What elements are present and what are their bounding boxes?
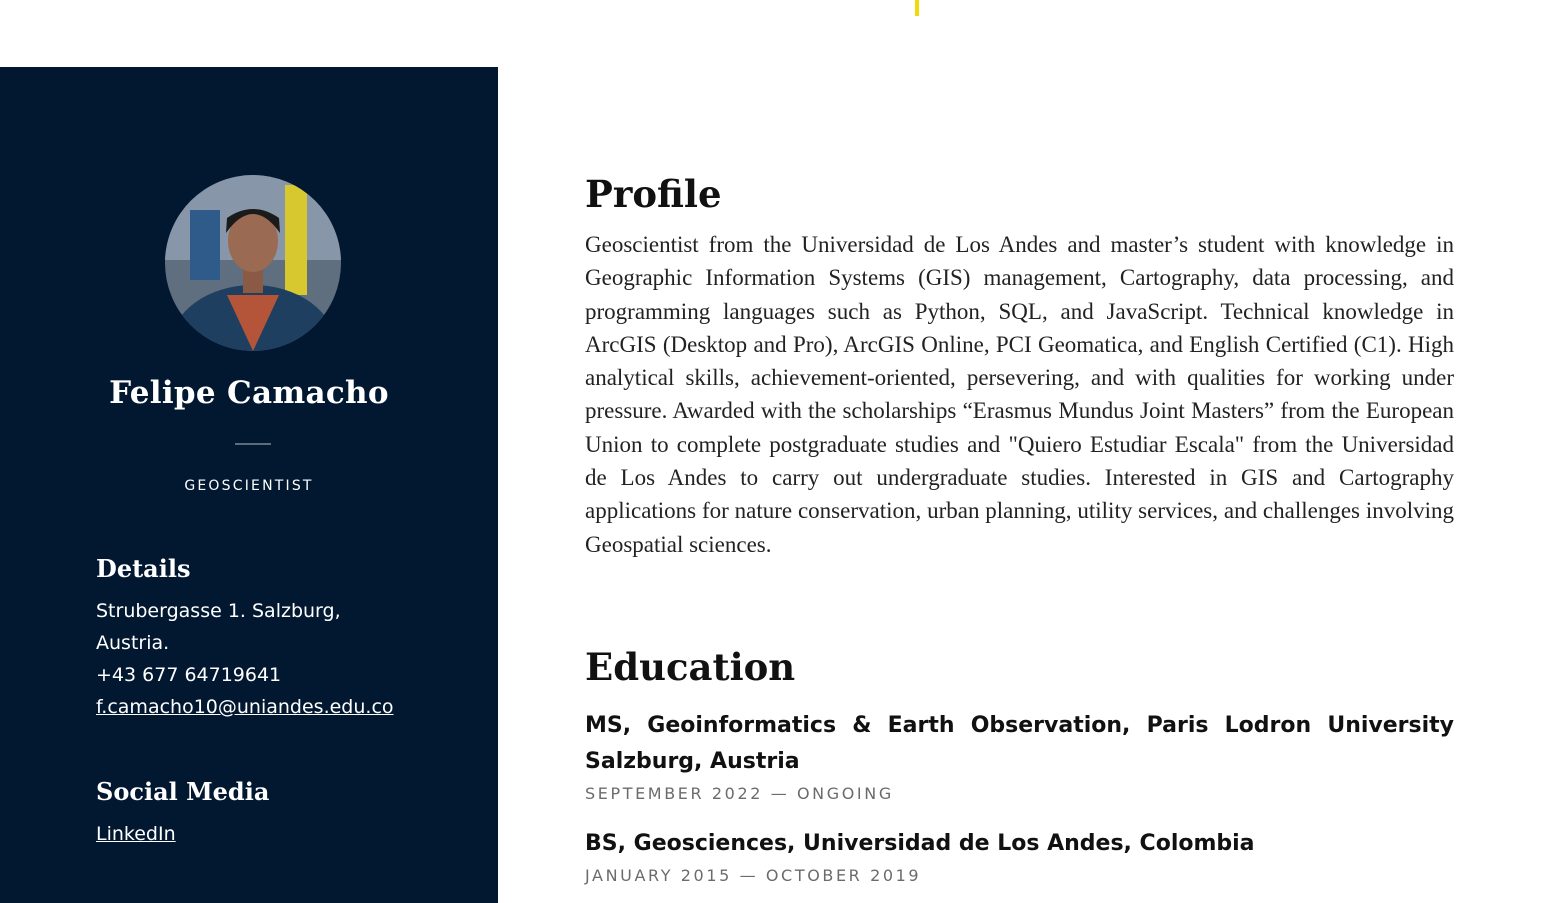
degree-title: BS, Geosciences, Universidad de Los Andes, Colombia xyxy=(585,831,1255,856)
education-entry xyxy=(585,708,1454,803)
avatar xyxy=(165,175,341,351)
profile-summary: Geoscientist from the Universidad de Los Andes and master’s student with knowledge in Geographic Information Systems (GIS) management, Cartography, data processing, and programming languages such as Python, SQL, and JavaScript. Technical knowledge in ArcGIS (Desktop and Pro), ArcGIS Online, PCI Geomatica, and English Certified (C1). High analytical skills, achievement-oriented, persevering, and with qualities for working under pressure. Awarded with the scholarships “Erasmus Mundus Joint Masters” from the European Union to complete postgraduate studies and "Quiero Estudiar Escala" from the Universidad de Los Andes to carry out undergraduate studies. Interested in GIS and Cartography applications for nature conservation, urban planning, utility services, and challenges involving Geospatial sciences. xyxy=(585,232,1454,557)
education-heading: Education xyxy=(585,645,796,689)
profile-heading: Profile xyxy=(585,172,722,216)
cursor-mark xyxy=(915,0,919,16)
degree-title: MS, Geoinformatics & Earth Observation, Paris Lodron University Salzburg, Austria xyxy=(585,713,1454,774)
name-divider xyxy=(235,443,271,445)
sidebar xyxy=(0,67,498,903)
phone-number: +43 677 64719641 xyxy=(96,664,282,686)
details-block xyxy=(96,595,436,723)
education-entry xyxy=(585,826,1454,885)
linkedin-link[interactable]: LinkedIn xyxy=(96,823,176,845)
degree-dates: JANUARY 2015 — OCTOBER 2019 xyxy=(585,866,922,885)
degree-dates: SEPTEMBER 2022 — ONGOING xyxy=(585,784,894,803)
profile-photo-icon xyxy=(165,175,341,351)
person-name: Felipe Camacho xyxy=(109,375,389,411)
address-line-2: Austria. xyxy=(96,632,170,654)
details-heading: Details xyxy=(96,554,191,583)
social-media-heading: Social Media xyxy=(96,777,270,806)
address-line-1: Strubergasse 1. Salzburg, xyxy=(96,600,341,622)
email-link[interactable]: f.camacho10@uniandes.edu.co xyxy=(96,696,394,718)
person-role: GEOSCIENTIST xyxy=(184,478,314,494)
